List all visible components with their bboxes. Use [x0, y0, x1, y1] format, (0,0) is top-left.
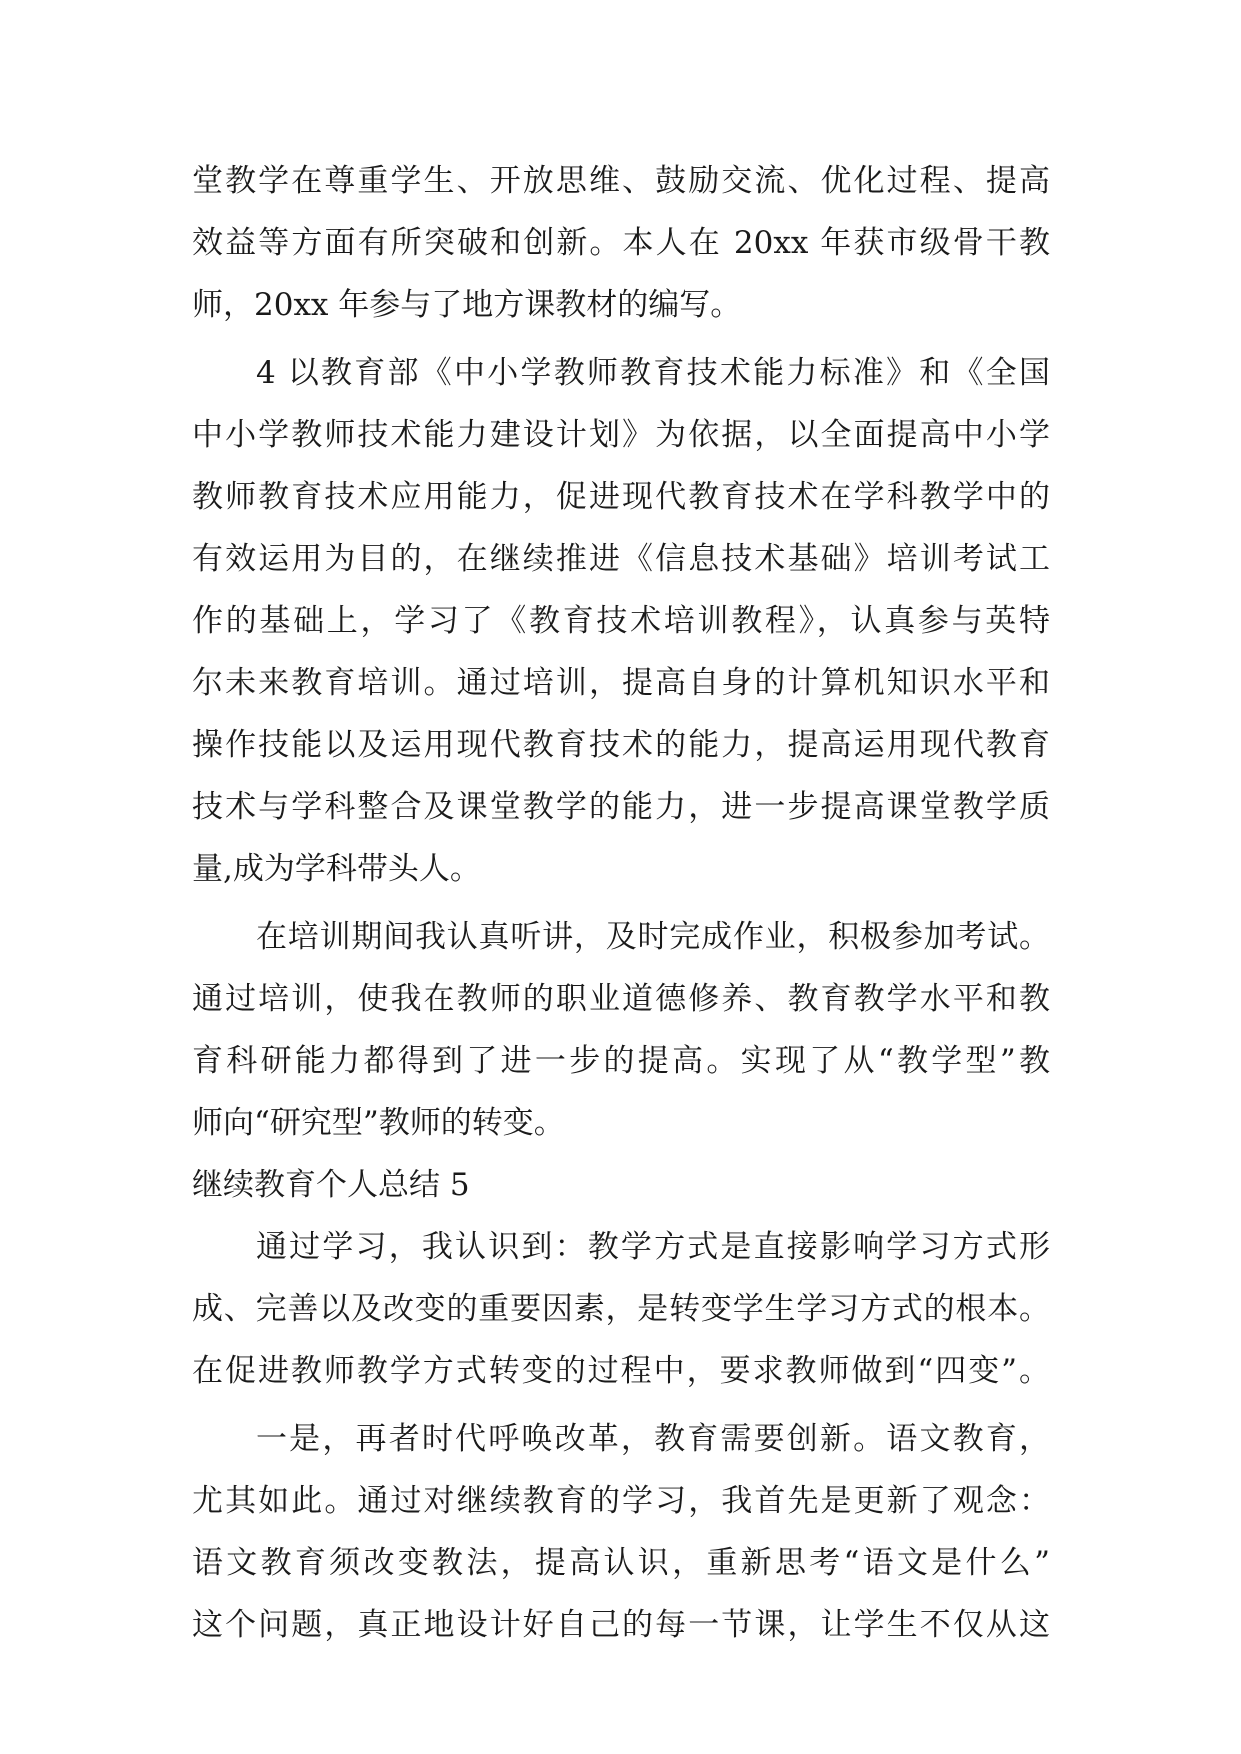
text-line: 在促进教师教学方式转变的过程中，要求教师做到“四变”。: [192, 1353, 1050, 1389]
text-line: 师，20xx 年参与了地方课教材的编写。: [192, 287, 742, 323]
paragraph-5: [192, 1408, 1050, 1656]
paragraph-3: [192, 906, 1050, 1154]
text-line: 成、完善以及改变的重要因素，是转变学生学习方式的根本。: [192, 1291, 1050, 1327]
document-page: [192, 150, 1050, 1656]
text-line: 作的基础上，学习了《教育技术培训教程》，认真参与英特: [192, 603, 1050, 639]
paragraph-1: [192, 150, 1050, 336]
text-line: 一是，再者时代呼唤改革，教育需要创新。语文教育，: [256, 1421, 1050, 1457]
text-line: 这个问题，真正地设计好自己的每一节课，让学生不仅从这: [192, 1607, 1050, 1643]
section-heading: 继续教育个人总结 5: [192, 1167, 470, 1203]
text-line: 有效运用为目的，在继续推进《信息技术基础》培训考试工: [192, 541, 1050, 577]
text-line: 语文教育须改变教法，提高认识，重新思考“语文是什么”: [192, 1545, 1050, 1581]
text-line: 尤其如此。通过对继续教育的学习，我首先是更新了观念：: [192, 1483, 1050, 1519]
text-line: 教师教育技术应用能力，促进现代教育技术在学科教学中的: [192, 479, 1050, 515]
paragraph-2: [192, 342, 1050, 900]
text-line: 通过学习，我认识到：教学方式是直接影响学习方式形: [256, 1229, 1050, 1265]
text-line: 技术与学科整合及课堂教学的能力，进一步提高课堂教学质: [192, 789, 1050, 825]
text-line: 中小学教师技术能力建设计划》为依据，以全面提高中小学: [192, 417, 1050, 453]
text-line: 4 以教育部《中小学教师教育技术能力标准》和《全国: [256, 355, 1050, 391]
text-line: 堂教学在尊重学生、开放思维、鼓励交流、优化过程、提高: [192, 163, 1050, 199]
text-line: 通过培训，使我在教师的职业道德修养、教育教学水平和教: [192, 981, 1050, 1017]
text-line: 育科研能力都得到了进一步的提高。实现了从“教学型”教: [192, 1043, 1050, 1079]
text-line: 操作技能以及运用现代教育技术的能力，提高运用现代教育: [192, 727, 1050, 763]
text-line: 师向“研究型”教师的转变。: [192, 1105, 565, 1141]
text-line: 在培训期间我认真听讲，及时完成作业，积极参加考试。: [256, 919, 1050, 955]
text-line: 尔未来教育培训。通过培训，提高自身的计算机知识水平和: [192, 665, 1050, 701]
paragraph-4: [192, 1216, 1050, 1402]
text-line: 量,成为学科带头人。: [192, 851, 481, 887]
text-line: 效益等方面有所突破和创新。本人在 20xx 年获市级骨干教: [192, 225, 1050, 261]
